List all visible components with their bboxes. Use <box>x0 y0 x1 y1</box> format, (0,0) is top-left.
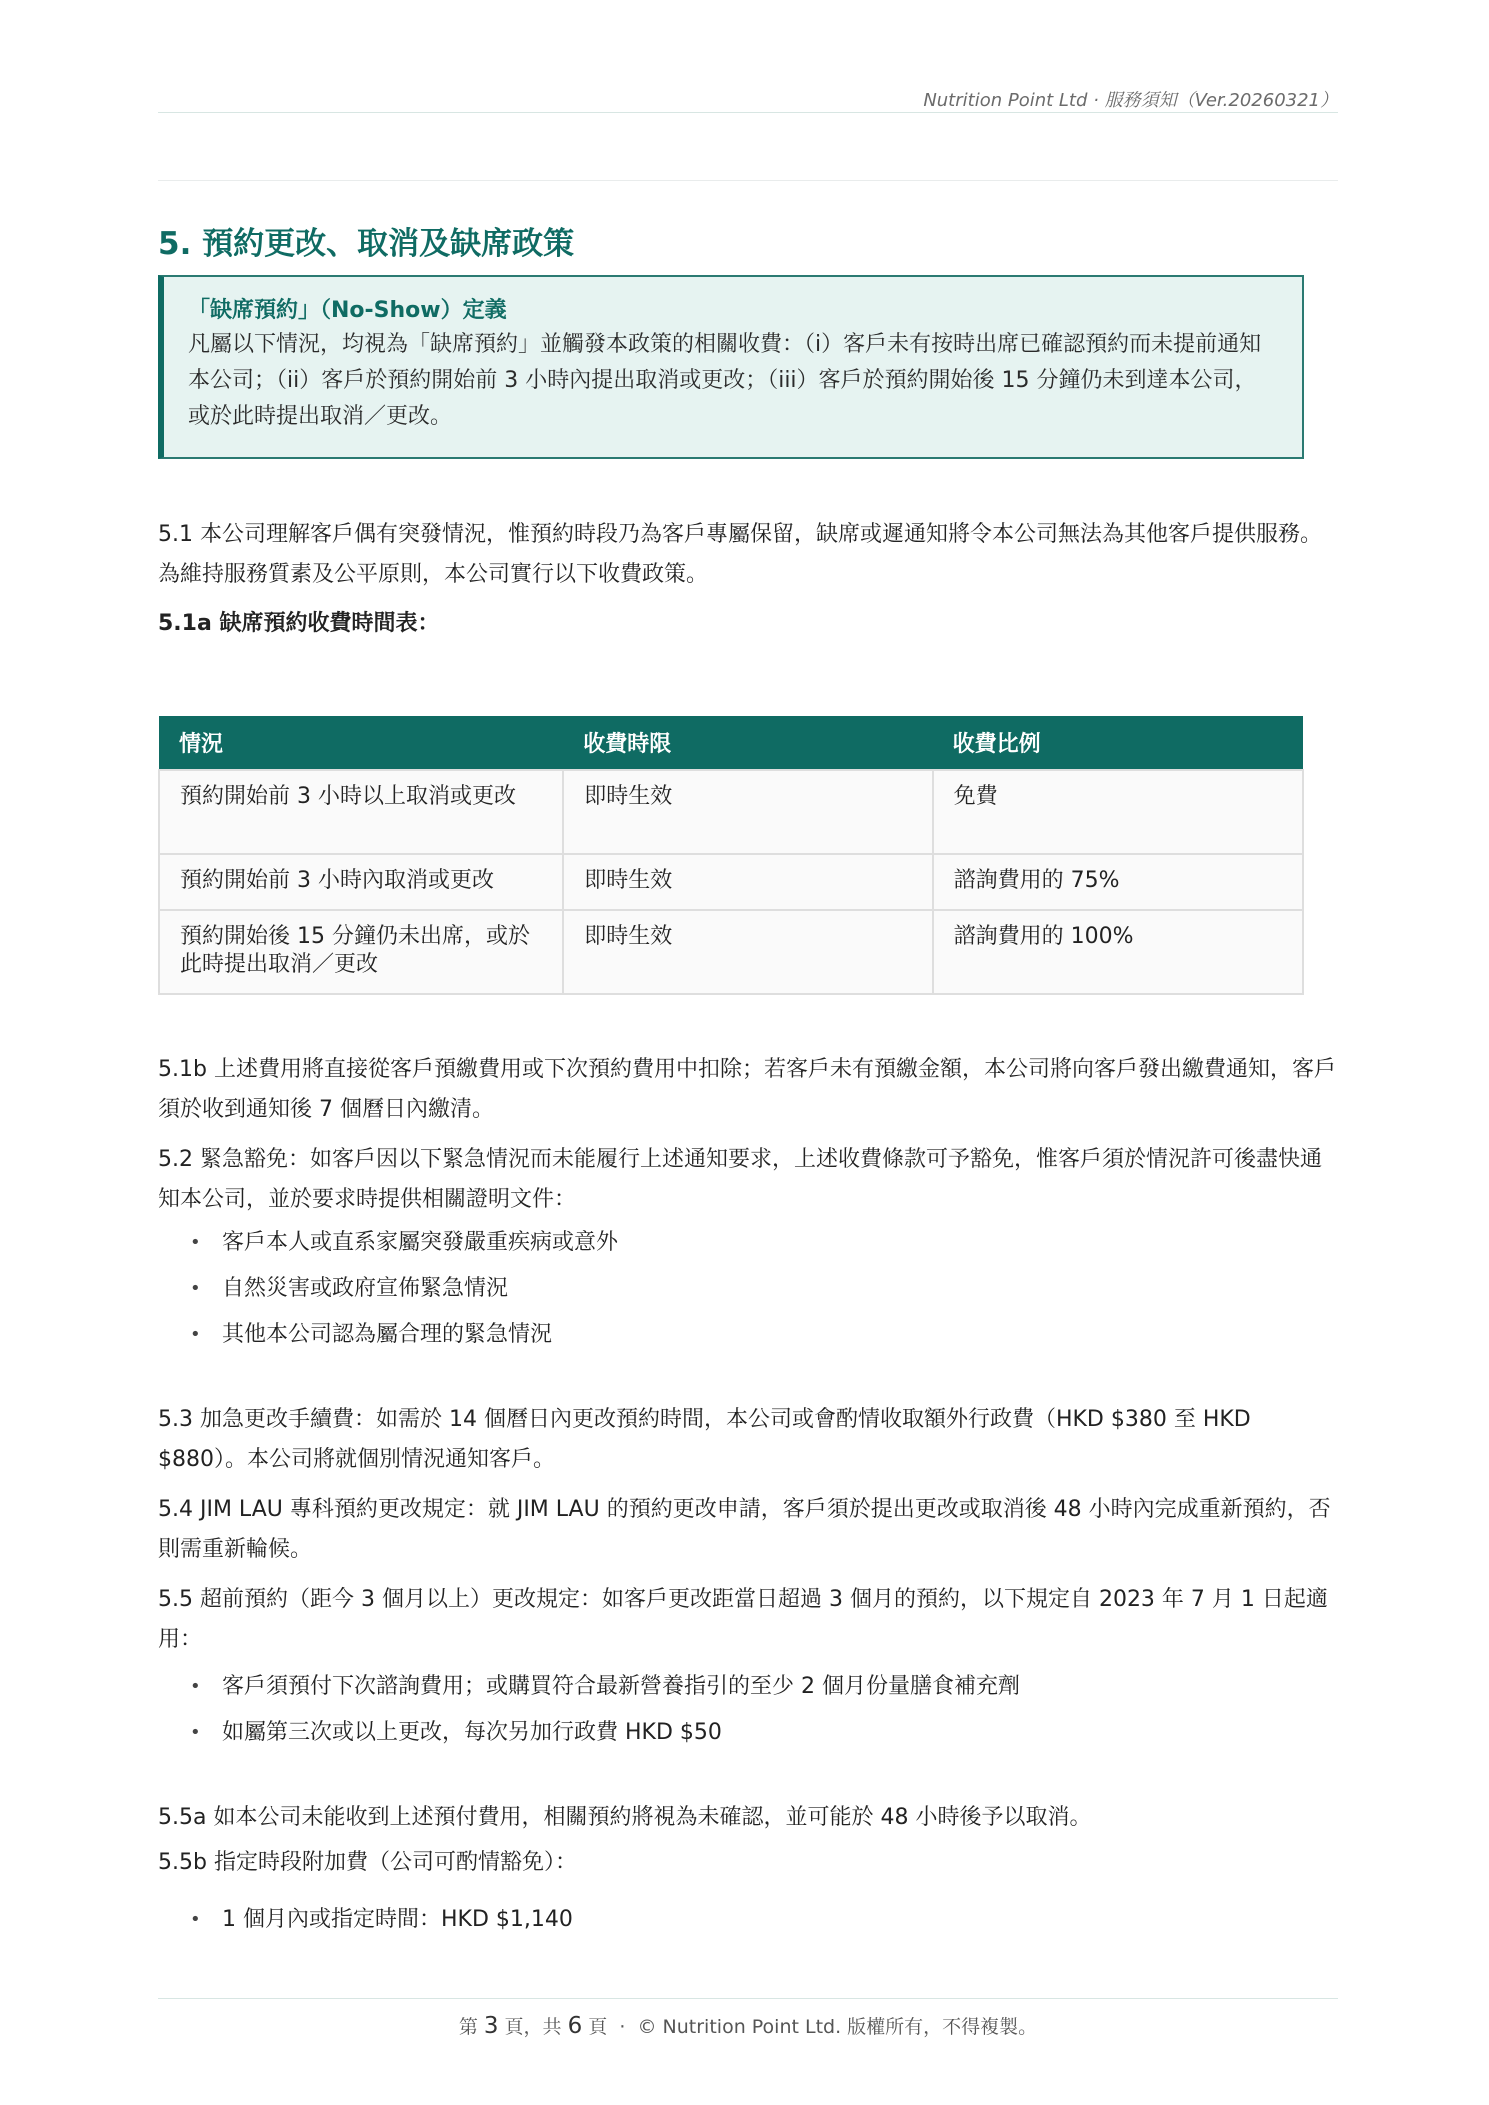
bullet-icon: • <box>190 1722 201 1743</box>
paragraph-5-5b: 5.5b 指定時段附加費（公司可酌情豁免）： <box>158 1850 577 1875</box>
table-cell: 免費 <box>933 770 1303 854</box>
list-item: • 自然災害或政府宣佈緊急情況 <box>158 1266 1338 1312</box>
paragraph-5-1b: 5.1b 上述費用將直接從客戶預繳費用或下次預約費用中扣除；若客戶未有預繳金額，本公司將向客戶發出繳費通知，客戶須於收到通知後 7 個曆日內繳清。 <box>158 1057 1336 1122</box>
table-header-cell: 情況 <box>159 716 563 770</box>
no-show-fee-table <box>158 716 1304 995</box>
table-cell: 諮詢費用的 100% <box>933 910 1303 994</box>
no-show-definition-box <box>158 275 1304 459</box>
table-cell: 即時生效 <box>563 770 932 854</box>
advance-booking-list <box>158 1664 1338 1756</box>
paragraph-5-1a: 5.1a 缺席預約收費時間表： <box>158 611 440 636</box>
paragraph-5-4: 5.4 JIM LAU 專科預約更改規定：就 JIM LAU 的預約更改申請，客戶須於提出更改或取消後 48 小時內完成重新預約，否則需重新輪候。 <box>158 1497 1331 1562</box>
page-footer: 第 3 頁，共 6 頁 · © Nutrition Point Ltd. 版權所有，不得複製。 <box>458 2013 1038 2039</box>
paragraph-5-2: 5.2 緊急豁免：如客戶因以下緊急情況而未能履行上述通知要求，上述收費條款可予豁免，惟客戶須於情況許可後盡快通知本公司，並於要求時提供相關證明文件： <box>158 1147 1322 1212</box>
table-cell: 預約開始前 3 小時內取消或更改 <box>159 854 563 910</box>
page-total: 6 <box>567 2013 583 2039</box>
copyright-notice: © Nutrition Point Ltd. 版權所有，不得複製。 <box>637 2016 1038 2038</box>
paragraph-5-5: 5.5 超前預約（距今 3 個月以上）更改規定：如客戶更改距當日超過 3 個月的預約，以下規定自 2023 年 7 月 1 日起適用： <box>158 1587 1328 1652</box>
list-item: • 如屬第三次或以上更改，每次另加行政費 HKD $50 <box>158 1710 1338 1756</box>
section-title: 5. 預約更改、取消及缺席政策 <box>158 226 575 262</box>
table-row <box>159 770 1303 854</box>
table-cell: 即時生效 <box>563 910 932 994</box>
surcharge-list <box>158 1897 1338 1943</box>
header-divider <box>158 112 1338 113</box>
page-header: Nutrition Point Ltd · 服務須知（Ver.20260321） <box>923 90 1338 111</box>
table-header-cell: 收費比例 <box>933 716 1303 770</box>
list-item: • 其他本公司認為屬合理的緊急情況 <box>158 1312 1338 1358</box>
table-cell: 諮詢費用的 75% <box>933 854 1303 910</box>
list-item: • 客戶須預付下次諮詢費用；或購買符合最新營養指引的至少 2 個月份量膳食補充劑 <box>158 1664 1338 1710</box>
footer-divider <box>158 1998 1338 1999</box>
bullet-icon: • <box>190 1232 201 1253</box>
list-item: • 客戶本人或直系家屬突發嚴重疾病或意外 <box>158 1220 1338 1266</box>
callout-body: 凡屬以下情況，均視為「缺席預約」並觸發本政策的相關收費：（i）客戶未有按時出席已確認預約而未提前通知本公司；（ii）客戶於預約開始前 3 小時內提出取消或更改；（iii）客戶於預約開始後 15 分鐘仍未到達本公司，或於此時提出取消／更改。 <box>188 332 1262 429</box>
table-cell: 預約開始前 3 小時以上取消或更改 <box>159 770 563 854</box>
emergency-waiver-list <box>158 1220 1338 1358</box>
bullet-icon: • <box>190 1676 201 1697</box>
table-row <box>159 854 1303 910</box>
callout-title: 「缺席預約」（No-Show）定義 <box>188 298 507 323</box>
table-cell: 即時生效 <box>563 854 932 910</box>
paragraph-5-1: 5.1 本公司理解客戶偶有突發情況，惟預約時段乃為客戶專屬保留，缺席或遲通知將令本公司無法為其他客戶提供服務。為維持服務質素及公平原則，本公司實行以下收費政策。 <box>158 522 1322 587</box>
paragraph-5-3: 5.3 加急更改手續費：如需於 14 個曆日內更改預約時間，本公司或會酌情收取額外行政費（HKD $380 至 HKD $880）。本公司將就個別情況通知客戶。 <box>158 1407 1251 1472</box>
page-number: 3 <box>483 2013 499 2039</box>
section-divider <box>158 180 1338 181</box>
paragraph-5-5a: 5.5a 如本公司未能收到上述預付費用，相關預約將視為未確認，並可能於 48 小時後予以取消。 <box>158 1805 1092 1830</box>
table-header-cell: 收費時限 <box>563 716 932 770</box>
table-cell: 預約開始後 15 分鐘仍未出席，或於此時提出取消／更改 <box>159 910 563 994</box>
table-header-row <box>159 716 1303 770</box>
bullet-icon: • <box>190 1278 201 1299</box>
bullet-icon: • <box>190 1324 201 1345</box>
list-item: • 1 個月內或指定時間：HKD $1,140 <box>158 1897 1338 1943</box>
bullet-icon: • <box>190 1909 201 1930</box>
table-row <box>159 910 1303 994</box>
